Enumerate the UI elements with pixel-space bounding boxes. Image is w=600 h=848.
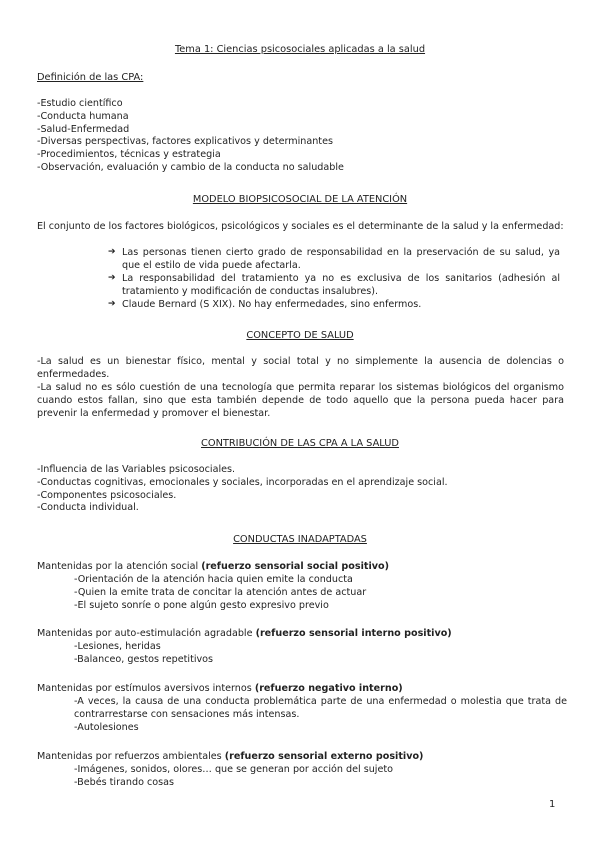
list-item: -Componentes psicosociales. xyxy=(37,489,177,501)
list-item: -A veces, la causa de una conducta problemática parte de una enfermedad o molestia que trata de contrarrestarse con sensaciones más intensas. xyxy=(74,696,567,720)
list-item xyxy=(108,246,560,272)
list-item: -Diversas perspectivas, factores explicativos y determinantes xyxy=(37,136,333,148)
list-item: -Conducta humana xyxy=(37,110,129,122)
group-lead: Mantenidas por refuerzos ambientales xyxy=(37,751,225,762)
list-item: -Salud-Enfermedad xyxy=(37,123,130,135)
bullet-text: Las personas tienen cierto grado de responsabilidad en la preservación de su salud, ya que el estilo de vida puede afectarla. xyxy=(122,247,560,271)
health-concept-paragraph-1: -La salud es un bienestar físico, mental y social total y no simplemente la ausencia de dolencias o enfermedades. xyxy=(37,356,564,380)
list-item xyxy=(108,298,560,311)
page-number: 1 xyxy=(549,799,556,810)
list-item: -Orientación de la atención hacia quien emite la conducta xyxy=(74,574,353,585)
biopsychosocial-bullets xyxy=(108,246,560,311)
list-item: -Observación, evaluación y cambio de la conducta no saludable xyxy=(37,161,344,173)
list-item: -Quien la emite trata de concitar la atención antes de actuar xyxy=(74,587,367,598)
list-item xyxy=(108,272,560,298)
group-bold: (refuerzo sensorial externo positivo) xyxy=(224,751,424,762)
group-bold: (refuerzo sensorial social positivo) xyxy=(201,561,389,572)
list-item: -El sujeto sonríe o pone algún gesto expresivo previo xyxy=(74,600,329,611)
arrow-icon: ➔ xyxy=(108,247,116,257)
group-bold: (refuerzo sensorial interno positivo) xyxy=(255,628,452,639)
arrow-icon: ➔ xyxy=(108,299,116,309)
biopsychosocial-heading: MODELO BIOPSICOSOCIAL DE LA ATENCIÓN xyxy=(192,194,408,205)
list-item: -Imágenes, sonidos, olores… que se generan por acción del sujeto xyxy=(74,764,393,775)
contribution-heading: CONTRIBUCIÓN DE LAS CPA A LA SALUD xyxy=(201,438,399,449)
behavior-group-environmental xyxy=(37,750,567,789)
group-heading xyxy=(37,750,567,763)
health-concept-heading: CONCEPTO DE SALUD xyxy=(246,330,354,341)
list-item: -Autolesiones xyxy=(74,722,139,733)
list-item: -Lesiones, heridas xyxy=(74,641,161,652)
definition-heading: Definición de las CPA: xyxy=(37,72,144,83)
group-lead: Mantenidas por estímulos aversivos internos xyxy=(37,683,255,694)
group-items xyxy=(37,695,567,734)
list-item: -Conducta individual. xyxy=(37,502,139,514)
group-items xyxy=(37,763,567,789)
arrow-icon: ➔ xyxy=(108,273,116,283)
list-item: -Conductas cognitivas, emocionales y sociales, incorporadas en el aprendizaje social. xyxy=(37,476,448,488)
definition-list xyxy=(37,98,344,175)
behavior-group-aversive-stimuli xyxy=(37,682,567,734)
group-lead: Mantenidas por la atención social xyxy=(37,561,202,572)
contribution-list xyxy=(37,464,448,515)
group-lead: Mantenidas por auto-estimulación agradable xyxy=(37,628,256,639)
group-heading xyxy=(37,560,567,573)
group-heading xyxy=(37,682,567,695)
list-item: -Balanceo, gestos repetitivos xyxy=(74,654,214,665)
group-items xyxy=(37,573,567,612)
list-item: -Estudio científico xyxy=(37,98,123,109)
group-items xyxy=(37,640,567,666)
behavior-group-self-stimulation xyxy=(37,627,567,666)
list-item: -Influencia de las Variables psicosociales. xyxy=(37,464,236,475)
group-bold: (refuerzo negativo interno) xyxy=(254,683,403,694)
biopsychosocial-intro: El conjunto de los factores biológicos, psicológicos y sociales es el determinante de la salud y la enfermedad: xyxy=(37,221,564,232)
maladaptive-heading: CONDUCTAS INADAPTADAS xyxy=(233,534,367,545)
health-concept-paragraph-2: -La salud no es sólo cuestión de una tecnología que permita reparar los sistemas biológicos del organismo cuando estos fallan, sino que esta también depende de todo aquello que la persona pueda hacer para prevenir la enfermedad y promover el bienestar. xyxy=(37,382,564,419)
bullet-text: Claude Bernard (S XIX). No hay enfermedades, sino enfermos. xyxy=(122,299,422,310)
bullet-text: La responsabilidad del tratamiento ya no es exclusiva de los sanitarios (adhesión al tratamiento y modificación de conductas insalubres). xyxy=(122,273,560,297)
document-title: Tema 1: Ciencias psicosociales aplicadas a la salud xyxy=(174,44,426,55)
list-item: -Bebés tirando cosas xyxy=(74,777,175,788)
list-item: -Procedimientos, técnicas y estrategia xyxy=(37,149,221,161)
behavior-group-social-attention xyxy=(37,560,567,612)
group-heading xyxy=(37,627,567,640)
